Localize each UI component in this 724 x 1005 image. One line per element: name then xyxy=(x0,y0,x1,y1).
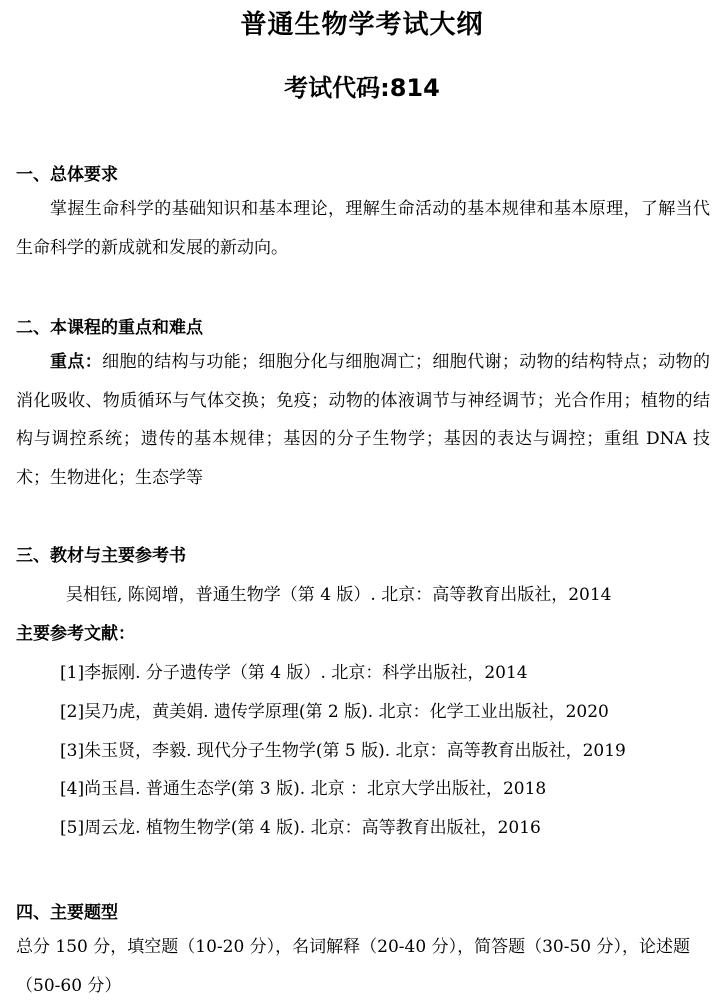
section-body-question-types: 总分 150 分，填空题（10-20 分），名词解释（20-40 分），简答题（30-50 分），论述题（50-60 分） xyxy=(16,937,690,996)
section-heading-question-types: 四、主要题型 xyxy=(16,903,118,923)
key-points-lead: 重点： xyxy=(50,352,103,372)
key-points-text: 细胞的结构与功能；细胞分化与细胞凋亡；细胞代谢；动物的结构特点；动物的消化吸收、物质循环与气体交换；免疫；动物的体液调节与神经调节；光合作用；植物的结构与调控系统；遗传的基本规律；基因的分子生物学；基因的表达与调控；重组 DNA 技术；生物进化；生态学等 xyxy=(16,352,711,488)
reference-item: [3]朱玉贤，李毅. 现代分子生物学(第 5 版). 北京：高等教育出版社，2019 xyxy=(60,741,626,761)
section-heading-key-points: 二、本课程的重点和难点 xyxy=(16,318,203,338)
section-heading-general-requirements: 一、总体要求 xyxy=(16,165,118,185)
references-heading: 主要参考文献： xyxy=(16,624,135,644)
exam-code: 考试代码:814 xyxy=(284,74,440,102)
reference-item: [1]李振刚. 分子遗传学（第 4 版）. 北京：科学出版社，2014 xyxy=(60,663,528,683)
section-body-key-points xyxy=(16,343,710,497)
main-textbook: 吴相钰, 陈阅增，普通生物学（第 4 版）. 北京：高等教育出版社，2014 xyxy=(66,585,612,605)
section-body-general-requirements: 掌握生命科学的基础知识和基本理论，理解生命活动的基本规律和基本原理，了解当代生命科学的新成就和发展的新动向。 xyxy=(16,199,710,258)
reference-item: [4]尚玉昌. 普通生态学(第 3 版). 北京 ：北京大学出版社，2018 xyxy=(60,779,547,799)
document-title: 普通生物学考试大纲 xyxy=(240,10,484,40)
reference-item: [5]周云龙. 植物生物学(第 4 版). 北京：高等教育出版社，2016 xyxy=(60,818,541,838)
section-heading-textbooks: 三、教材与主要参考书 xyxy=(16,546,186,566)
reference-item: [2]吴乃虎，黄美娟. 遗传学原理(第 2 版). 北京：化学工业出版社，2020 xyxy=(60,702,609,722)
